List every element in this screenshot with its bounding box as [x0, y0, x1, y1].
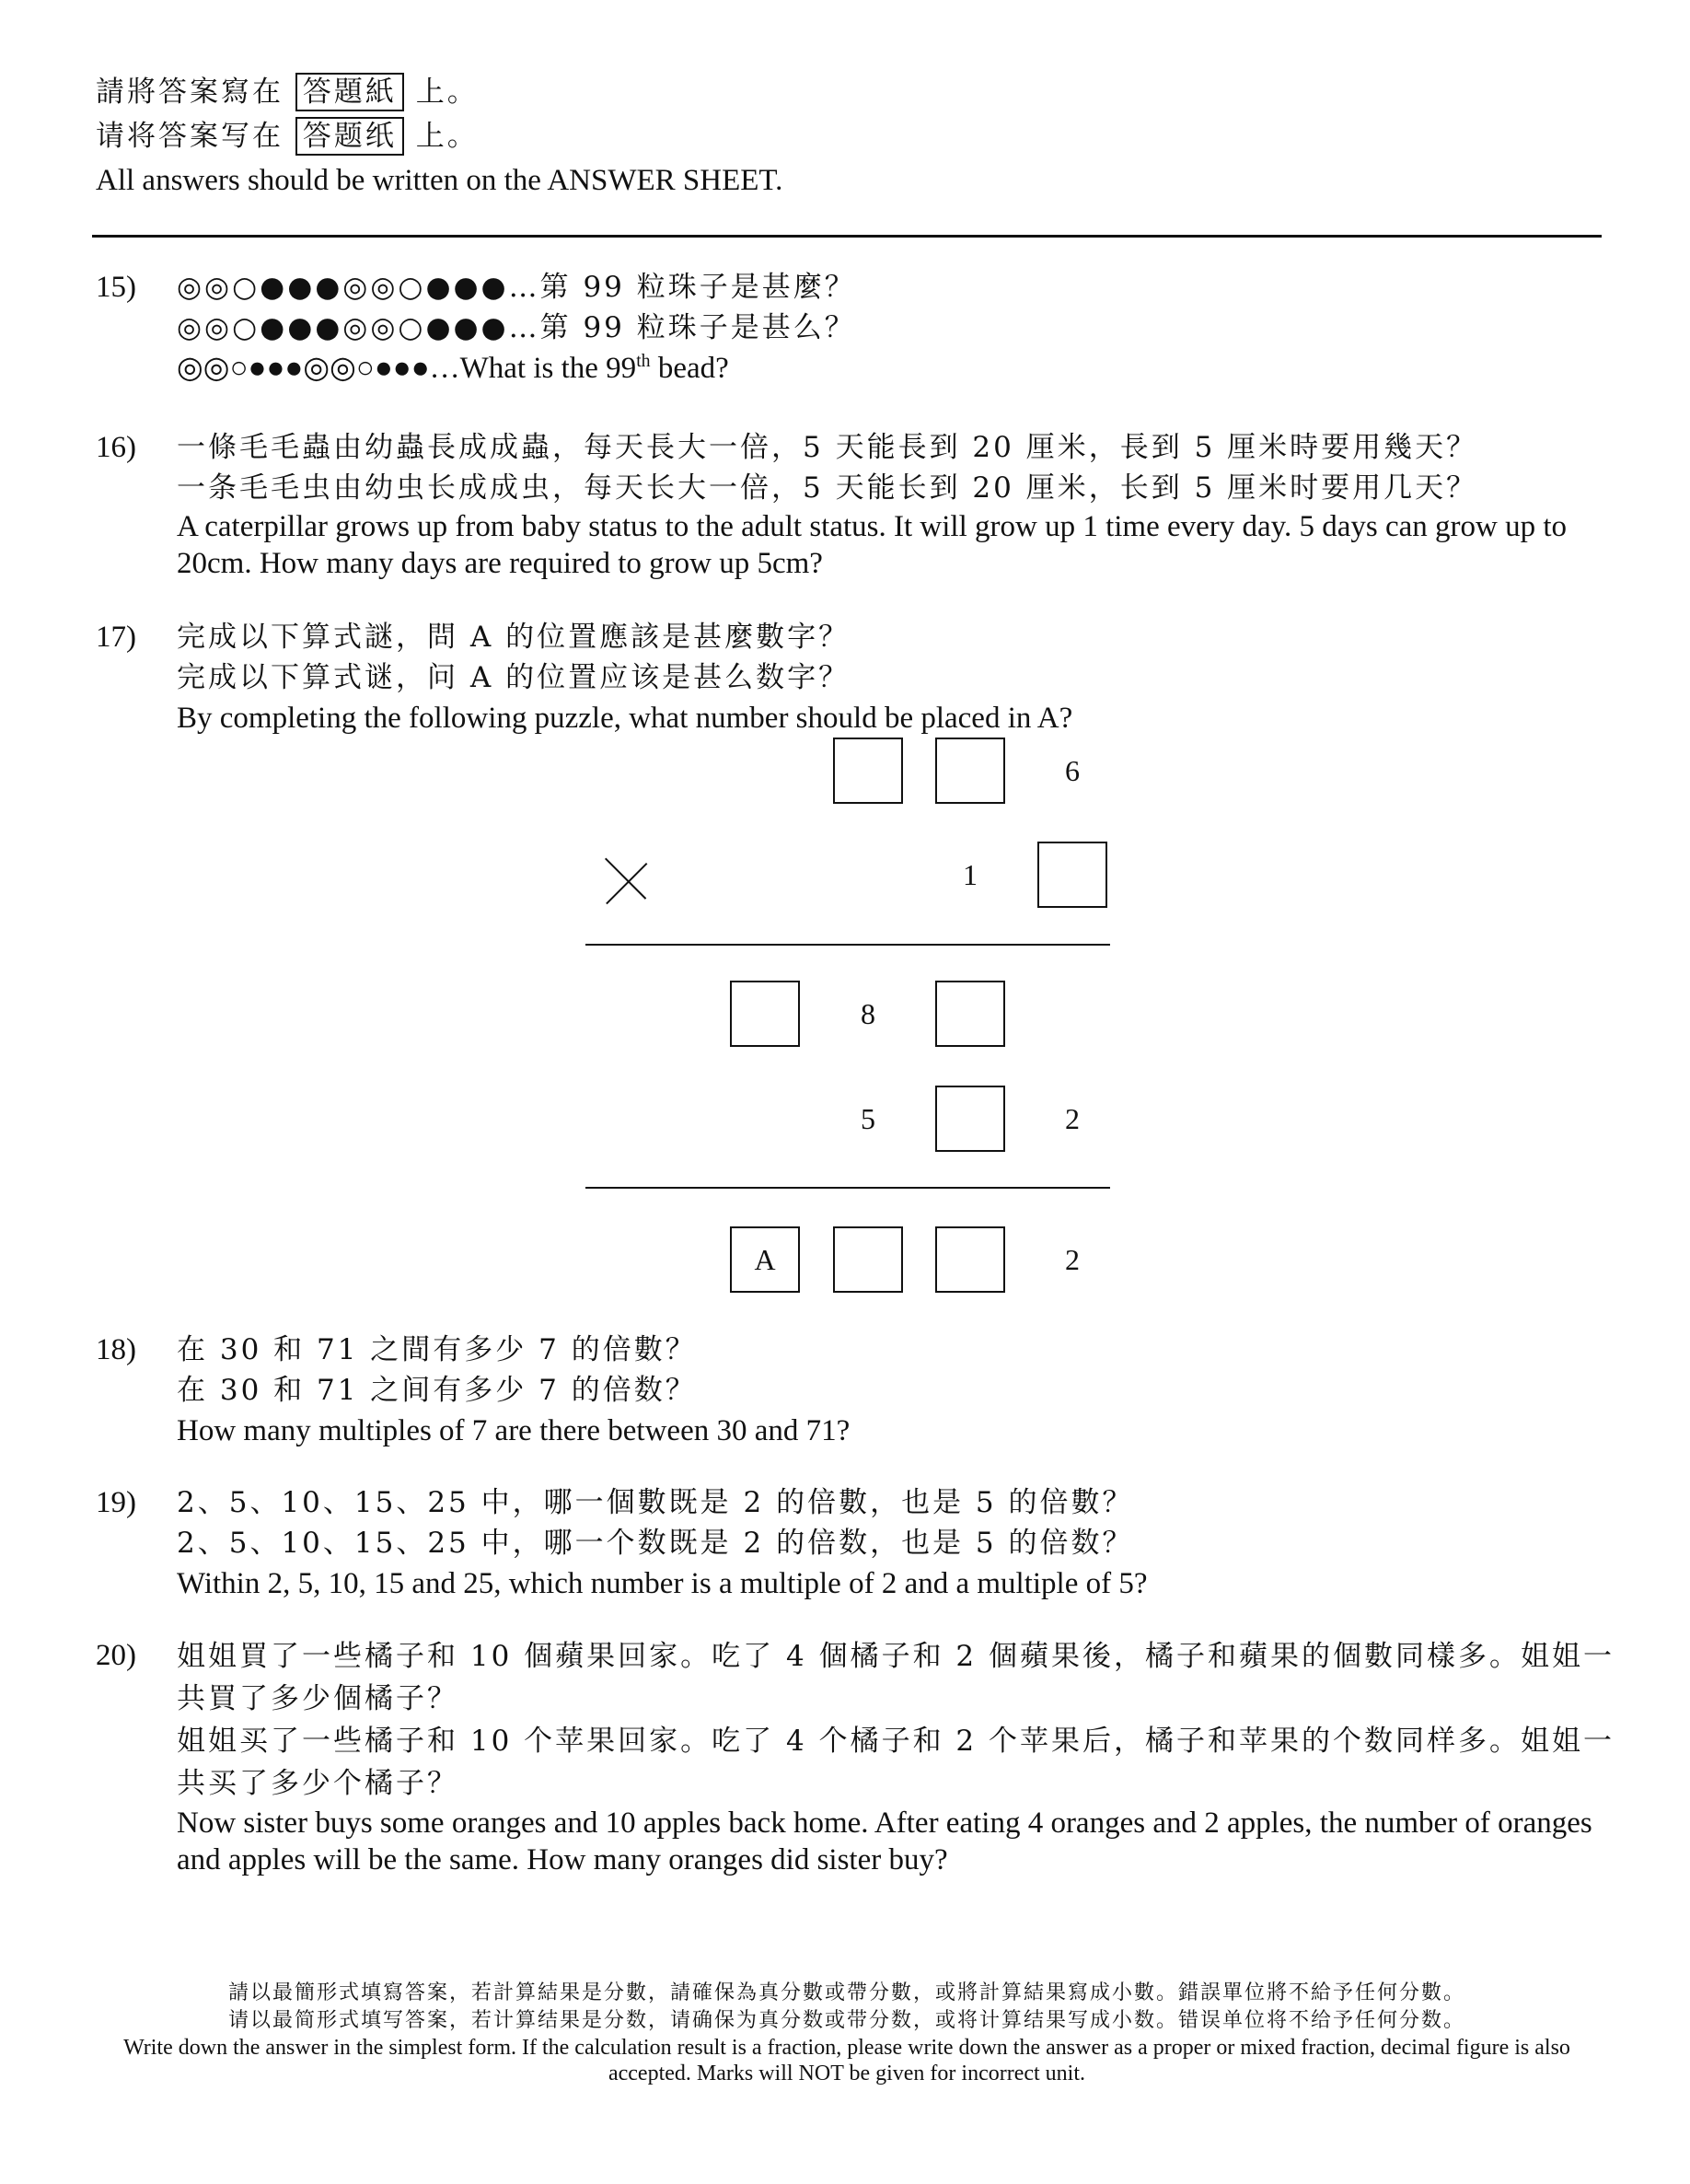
question-text-simp: 一条毛毛虫由幼虫长成成虫，每天长大一倍，5 天能长到 20 厘米，长到 5 厘米时要用几天？	[177, 471, 1478, 505]
multiply-sign-icon	[604, 861, 648, 905]
question-text-en: Now sister buys some oranges and 10 apples back home. After eating 4 oranges and 2 apples, the number of oranges and apples will be the same. How many oranges did sister buy?	[177, 1806, 1592, 1876]
question-text-simp: ◎◎○●●●◎◎○●●●…第 99 粒珠子是甚么？	[177, 311, 856, 344]
product-line	[585, 944, 1110, 946]
question-text-en: By completing the following puzzle, what number should be placed in A?	[177, 702, 1073, 735]
question-text-simp: 姐姐买了一些橘子和 10 个苹果回家。吃了 4 个橘子和 2 个苹果后，橘子和苹果的个数同样多。姐姐一共买了多少个橘子？	[177, 1725, 1615, 1800]
instruction-trad-end: 上。	[415, 76, 479, 109]
instruction-simp-text: 请将答案写在	[96, 120, 284, 153]
digit-box[interactable]	[935, 1086, 1005, 1152]
digit: 5	[861, 1101, 875, 1135]
question-text-trad: 2、5、10、15、25 中，哪一個數既是 2 的倍數，也是 5 的倍數？	[177, 1486, 1134, 1519]
digit: 6	[1065, 753, 1080, 787]
question-text-en: ◎◎○●●●◎◎○●●●…What is the 99th bead?	[177, 351, 729, 385]
question-20	[96, 1635, 1615, 1878]
question-text-trad: 完成以下算式謎，問 A 的位置應該是甚麼數字？	[177, 621, 851, 654]
digit: 1	[963, 857, 978, 891]
question-text-en: A caterpillar grows up from baby status to the adult status. It will grow up 1 time every day. 5 days can grow up to 20cm. How many days are required to grow up 5cm?	[177, 510, 1568, 580]
digit: 8	[861, 996, 875, 1030]
question-number: 17)	[96, 621, 136, 654]
header-divider	[92, 235, 1602, 238]
question-15	[96, 267, 1615, 389]
instruction-trad	[96, 72, 479, 112]
instruction-en: All answers should be written on the ANSWER SHEET.	[96, 164, 783, 197]
digit-box[interactable]	[833, 1226, 903, 1293]
question-number: 19)	[96, 1486, 136, 1519]
footer-text-trad: 請以最簡形式填寫答案，若計算結果是分數，請確保為真分數或帶分數，或將計算結果寫成小數。錯誤單位將不給予任何分數。	[227, 1981, 1465, 2004]
instruction-simp	[96, 116, 479, 157]
question-text-trad: 姐姐買了一些橘子和 10 個蘋果回家。吃了 4 個橘子和 2 個蘋果後，橘子和蘋果的個數同樣多。姐姐一共買了多少個橘子？	[177, 1640, 1615, 1715]
answer-box-a[interactable]: A	[730, 1226, 800, 1293]
question-text-simp: 完成以下算式谜，问 A 的位置应该是甚么数字？	[177, 661, 851, 694]
question-text-trad: 在 30 和 71 之間有多少 7 的倍數？	[177, 1333, 697, 1366]
question-16	[96, 427, 1615, 582]
digit-box[interactable]	[1037, 842, 1107, 908]
digit-box[interactable]	[730, 981, 800, 1047]
instruction-trad-text: 請將答案寫在	[96, 76, 284, 109]
question-19	[96, 1482, 1615, 1604]
sum-line	[585, 1187, 1110, 1189]
question-text-simp: 在 30 和 71 之间有多少 7 的倍数？	[177, 1374, 697, 1407]
question-text-en: Within 2, 5, 10, 15 and 25, which number is a multiple of 2 and a multiple of 5?	[177, 1567, 1148, 1600]
question-number: 20)	[96, 1639, 136, 1672]
question-17	[96, 617, 1615, 738]
digit: 2	[1065, 1101, 1080, 1135]
question-text-en: How many multiples of 7 are there between 30 and 71?	[177, 1414, 851, 1447]
footer-note	[92, 1980, 1602, 2086]
digit-box[interactable]	[935, 1226, 1005, 1293]
digit-box[interactable]	[935, 738, 1005, 804]
answer-sheet-label-simp: 答题纸	[295, 117, 404, 156]
question-text-trad: 一條毛毛蟲由幼蟲長成成蟲，每天長大一倍，5 天能長到 20 厘米，長到 5 厘米時要用幾天？	[177, 431, 1478, 464]
answer-sheet-label-trad: 答題紙	[295, 73, 404, 111]
footer-text-en: Write down the answer in the simplest form. If the calculation result is a fraction, please write down the answer as a proper or mixed fraction, decimal figure is also accepted. Marks will NOT be given for incorrect unit.	[123, 2036, 1570, 2085]
question-18	[96, 1330, 1615, 1451]
question-text-trad: ◎◎○●●●◎◎○●●●…第 99 粒珠子是甚麼？	[177, 271, 856, 304]
digit-box[interactable]	[833, 738, 903, 804]
question-text-simp: 2、5、10、15、25 中，哪一个数既是 2 的倍数，也是 5 的倍数？	[177, 1527, 1134, 1560]
question-number: 15)	[96, 271, 136, 304]
question-number: 18)	[96, 1333, 136, 1366]
question-number: 16)	[96, 431, 136, 464]
digit-box[interactable]	[935, 981, 1005, 1047]
instruction-simp-end: 上。	[415, 120, 479, 153]
digit: 2	[1065, 1242, 1080, 1276]
footer-text-simp: 请以最简形式填写答案，若计算结果是分数，请确保为真分数或带分数，或将计算结果写成小数。错误单位将不给予任何分数。	[227, 2009, 1465, 2032]
